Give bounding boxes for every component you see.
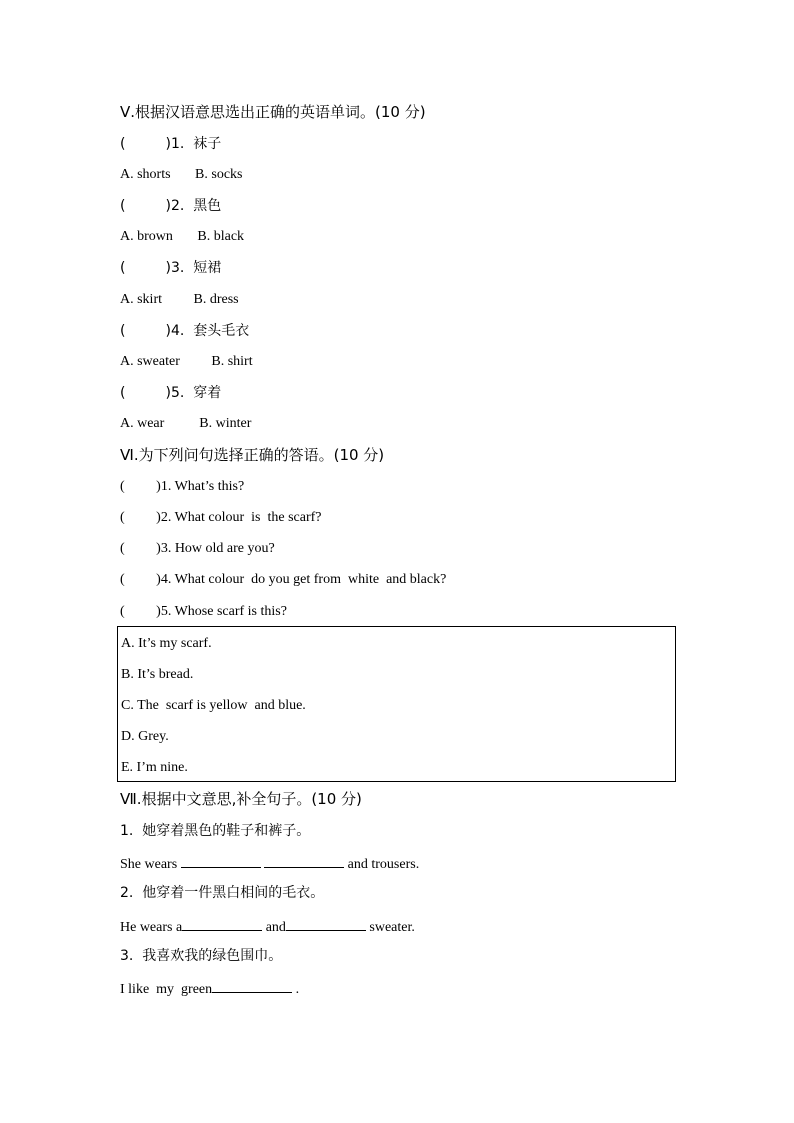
answer-blank[interactable] <box>264 853 344 868</box>
s7-question-1-chinese: 1. 她穿着黑色的鞋子和裤子。 <box>120 823 311 839</box>
s5-item-2-prompt: ( )2. 黑色 <box>120 198 222 214</box>
s5-item-5-prompt: ( )5. 穿着 <box>120 385 222 401</box>
s7-q2-middle: and <box>262 920 286 935</box>
answer-blank[interactable] <box>212 978 292 993</box>
s7-question-3-sentence <box>120 978 299 999</box>
s5-item-3-options: A. skirt B. dress <box>120 292 239 307</box>
answer-option-c: C. The scarf is yellow and blue. <box>121 698 306 713</box>
s6-question-1: ( )1. What’s this? <box>120 479 245 494</box>
s7-q2-prefix: He wears a <box>120 920 183 935</box>
answer-blank[interactable] <box>286 916 366 931</box>
s7-question-2-sentence <box>120 916 415 937</box>
s7-question-2-chinese: 2. 他穿着一件黑白相间的毛衣。 <box>120 885 325 901</box>
s5-item-1-options: A. shorts B. socks <box>120 167 243 182</box>
s7-q3-suffix: . <box>292 982 300 997</box>
s7-q1-prefix: She wears <box>120 857 181 872</box>
s5-item-2-options: A. brown B. black <box>120 229 245 244</box>
s6-question-3: ( )3. How old are you? <box>120 541 275 556</box>
s7-q2-suffix: sweater. <box>365 920 415 935</box>
section-7-heading: Ⅶ.根据中文意思,补全句子。(10 分) <box>120 790 362 808</box>
s6-question-5: ( )5. Whose scarf is this? <box>120 604 287 619</box>
s5-item-4-options: A. sweater B. shirt <box>120 354 253 369</box>
answer-option-d: D. Grey. <box>121 729 169 744</box>
s7-question-3-chinese: 3. 我喜欢我的绿色围巾。 <box>120 948 283 964</box>
section-5-heading: Ⅴ.根据汉语意思选出正确的英语单词。(10 分) <box>120 103 426 121</box>
s5-item-3-prompt: ( )3. 短裙 <box>120 260 222 276</box>
answer-options-box <box>117 626 676 782</box>
answer-option-b: B. It’s bread. <box>121 667 194 682</box>
s5-item-1-prompt: ( )1. 袜子 <box>120 136 222 152</box>
s6-question-4: ( )4. What colour do you get from white and black? <box>120 572 447 587</box>
section-6-heading: Ⅵ.为下列问句选择正确的答语。(10 分) <box>120 446 385 464</box>
answer-blank[interactable] <box>182 916 262 931</box>
s6-question-2: ( )2. What colour is the scarf? <box>120 510 322 525</box>
s5-item-4-prompt: ( )4. 套头毛衣 <box>120 323 250 339</box>
answer-blank[interactable] <box>181 853 261 868</box>
s7-q1-suffix: and trousers. <box>344 857 420 872</box>
s5-item-5-options: A. wear B. winter <box>120 416 252 431</box>
answer-option-e: E. I’m nine. <box>121 760 188 775</box>
answer-option-a: A. It’s my scarf. <box>121 636 212 651</box>
s7-q3-prefix: I like my green <box>120 982 213 997</box>
s7-question-1-sentence <box>120 853 419 874</box>
